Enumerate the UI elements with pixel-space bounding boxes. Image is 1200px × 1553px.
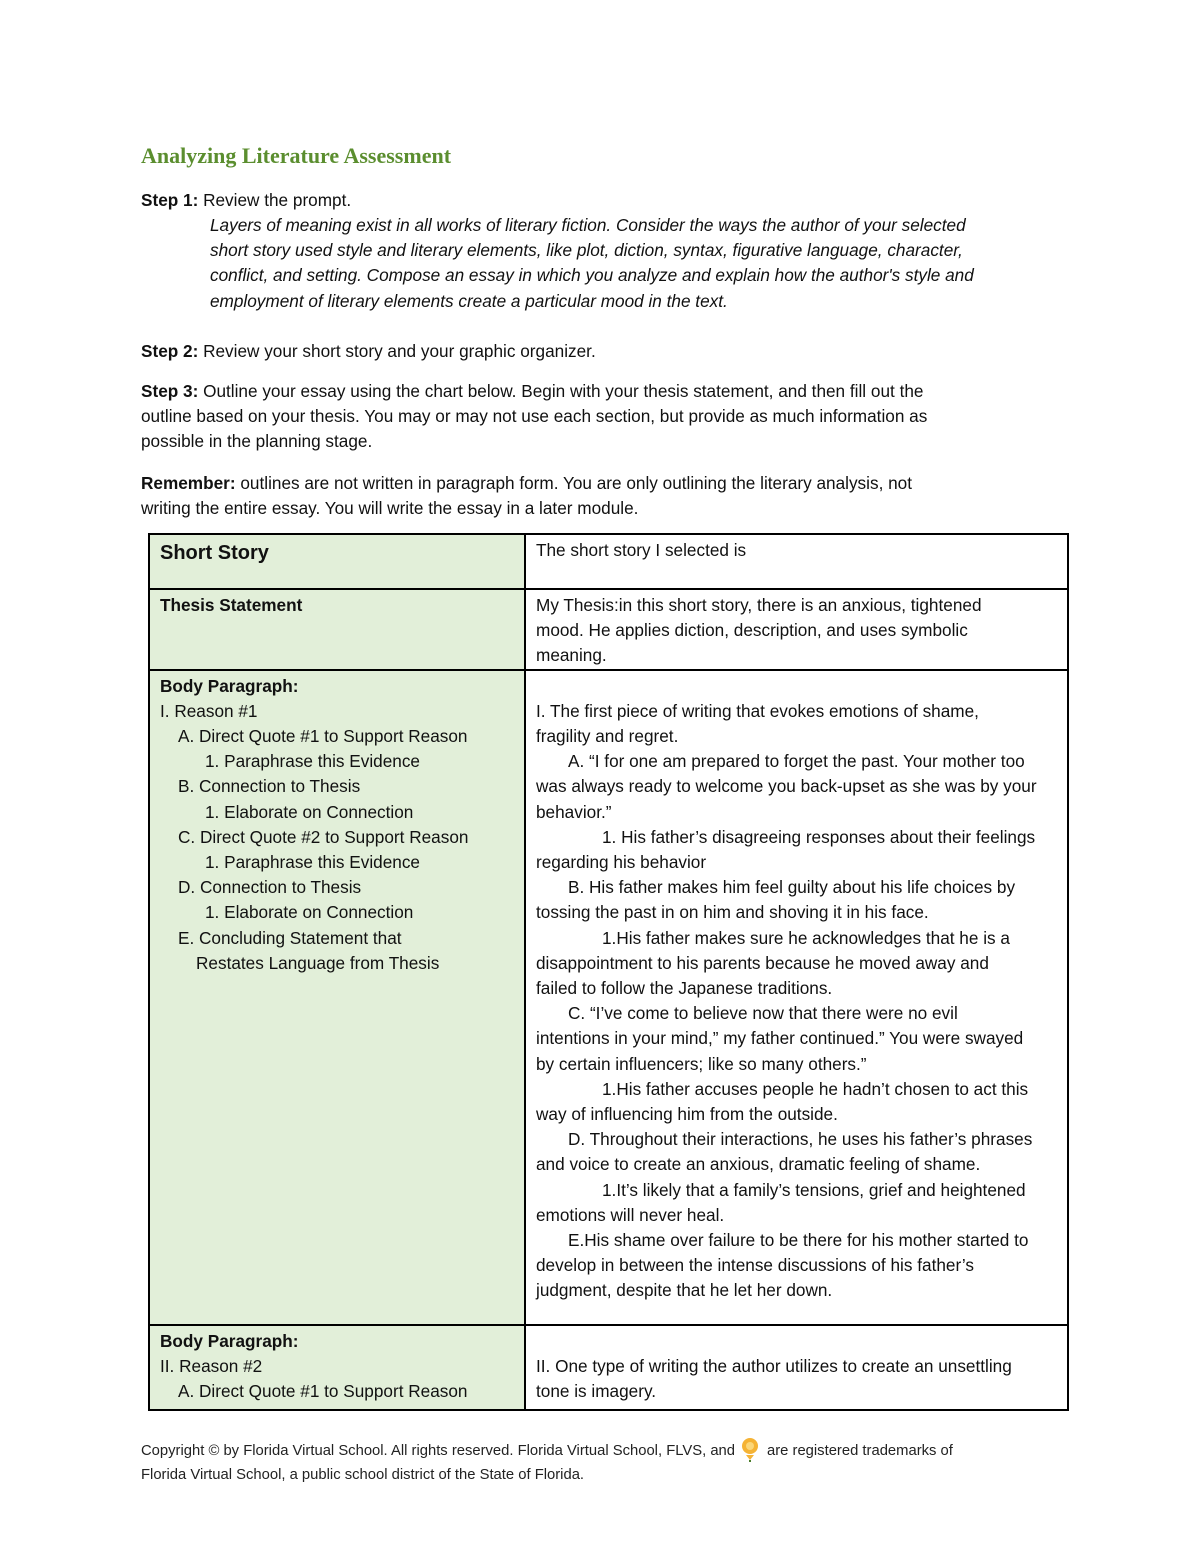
remember-line: outlines are not written in paragraph form. You are only outlining the literary analysis, not [235,473,913,493]
step1-label: Step 1: [141,190,199,210]
thesis-label-cell [149,589,525,670]
response-line: 1.His father accuses people he hadn’t chosen to act this [602,1078,1029,1099]
outline-item: E. Concluding Statement that [178,927,402,948]
step1-paragraph [141,188,1041,213]
response-line: fragility and regret. [536,726,679,747]
prompt-line: short story used style and literary elements, like plot, diction, syntax, figurative language, character, [210,240,963,261]
response-line: II. One type of writing the author utilizes to create an unsettling [536,1355,1012,1376]
page-title: Analyzing Literature Assessment [141,143,452,168]
body1-outline-cell [149,670,525,1325]
remember-paragraph [141,471,1041,521]
thesis-value-cell [525,589,1068,670]
table-row [149,670,1068,1325]
response-line: tossing the past in on him and shoving it in his face. [536,902,929,923]
response-line: way of influencing him from the outside. [536,1104,838,1125]
outline-item: 1. Paraphrase this Evidence [205,751,420,772]
outline-item: I. Reason #1 [160,700,258,721]
step3-paragraph [141,379,1041,455]
outline-item: Restates Language from Thesis [196,952,440,973]
response-line: B. His father makes him feel guilty about his life choices by [568,877,1016,898]
table-row [149,1325,1068,1410]
table-row [149,589,1068,670]
response-line: by certain influencers; like so many others.” [536,1053,867,1074]
body1-response-cell [525,670,1068,1325]
response-line: 1.It’s likely that a family’s tensions, grief and heightened [602,1179,1026,1200]
response-line: and voice to create an anxious, dramatic feeling of shame. [536,1154,981,1175]
outline-item: C. Direct Quote #2 to Support Reason [178,826,469,847]
step3-line: Outline your essay using the chart below. Begin with your thesis statement, and then fill out the [198,381,924,401]
response-line: C. “I’ve come to believe now that there were no evil [568,1003,958,1024]
response-line: emotions will never heal. [536,1204,725,1225]
response-line: disappointment to his parents because he moved away and [536,952,989,973]
response-line: 1.His father makes sure he acknowledges that he is a [602,927,1010,948]
response-line: tone is imagery. [536,1381,657,1402]
short-story-label-cell [149,534,525,589]
outline-item: D. Connection to Thesis [178,877,362,898]
outline-item: B. Connection to Thesis [178,776,361,797]
footer-line1-before: Copyright © by Florida Virtual School. All rights reserved. Florida Virtual School, FLVS, and [141,1443,736,1459]
body1-heading: Body Paragraph: [160,675,299,696]
response-line: behavior.” [536,801,612,822]
thesis-line: My Thesis:in this short story, there is an anxious, tightened [536,595,982,615]
remember-line: writing the entire essay. You will write the essay in a later module. [141,498,639,519]
response-line: judgment, despite that he let her down. [536,1280,833,1301]
footer-line1-after: are registered trademarks of [767,1443,953,1459]
response-line: I. The first piece of writing that evokes emotions of shame, [536,700,979,721]
response-line: was always ready to welcome you back-upset as she was by your [536,776,1037,797]
body2-heading: Body Paragraph: [160,1330,299,1351]
short-story-value: The short story I selected is [536,540,747,560]
thesis-line: meaning. [536,645,607,666]
step3-line: outline based on your thesis. You may or may not use each section, but provide as much information as [141,406,928,427]
prompt-text [210,213,1055,314]
short-story-label: Short Story [160,542,269,564]
short-story-value-cell [525,534,1068,589]
step2-text: Review your short story and your graphic organizer. [198,341,596,361]
flvs-logo-icon [739,1437,761,1463]
body2-outline-cell [149,1325,525,1410]
outline-item: A. Direct Quote #1 to Support Reason [178,1381,468,1402]
prompt-line: conflict, and setting. Compose an essay in which you analyze and explain how the author's style and [210,265,974,286]
step3-line: possible in the planning stage. [141,431,373,452]
response-line: failed to follow the Japanese traditions. [536,978,833,999]
step1-text: Review the prompt. [198,190,352,210]
step3-label: Step 3: [141,381,199,401]
remember-label: Remember: [141,473,236,493]
thesis-label: Thesis Statement [160,595,303,615]
step2-paragraph [141,339,1041,364]
body2-response-cell [525,1325,1068,1410]
response-line: D. Throughout their interactions, he uses his father’s phrases [568,1129,1033,1150]
copyright-footer [141,1437,1041,1487]
response-line: regarding his behavior [536,852,707,873]
outline-item: 1. Elaborate on Connection [205,902,414,923]
outline-item: A. Direct Quote #1 to Support Reason [178,726,468,747]
response-line: A. “I for one am prepared to forget the past. Your mother too [568,751,1025,772]
essay-outline-table [148,533,1069,1411]
prompt-line: Layers of meaning exist in all works of literary fiction. Consider the ways the author of your selected [210,215,966,235]
table-row [149,534,1068,589]
outline-item: II. Reason #2 [160,1355,263,1376]
prompt-line: employment of literary elements create a particular mood in the text. [210,290,728,311]
footer-line2: Florida Virtual School, a public school district of the State of Florida. [141,1467,585,1483]
response-line: develop in between the intense discussions of his father’s [536,1255,974,1276]
response-line: 1. His father’s disagreeing responses about their feelings [602,826,1036,847]
response-line: intentions in your mind,” my father continued.” You were swayed [536,1028,1024,1049]
step2-label: Step 2: [141,341,199,361]
outline-item: 1. Paraphrase this Evidence [205,852,420,873]
outline-item: 1. Elaborate on Connection [205,801,414,822]
thesis-line: mood. He applies diction, description, and uses symbolic [536,620,968,641]
response-line: E.His shame over failure to be there for his mother started to [568,1230,1029,1251]
